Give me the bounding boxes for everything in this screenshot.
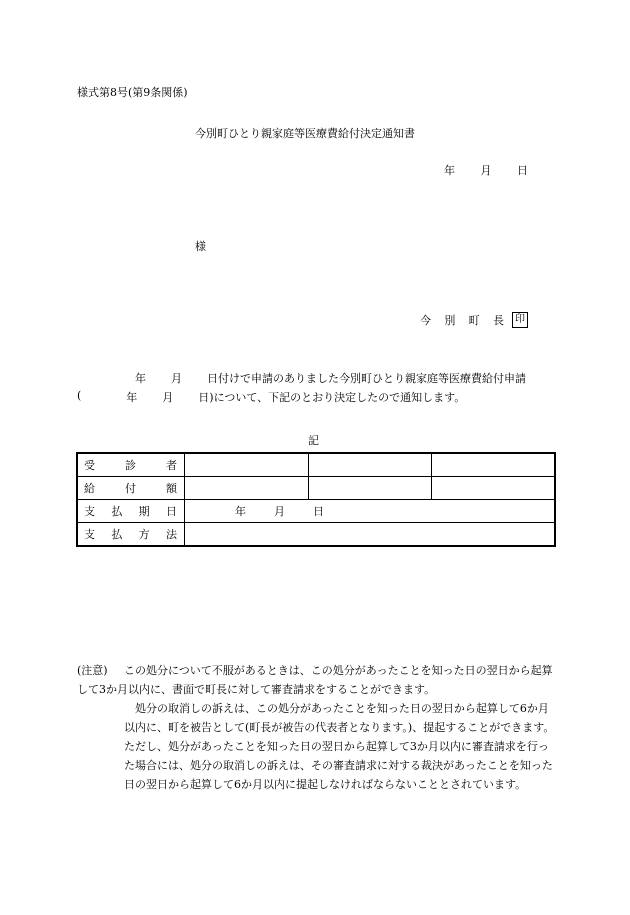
body-month: 月 <box>171 372 182 385</box>
table-cell <box>432 477 556 500</box>
issue-date-year: 年 <box>444 164 455 177</box>
payment-method-cell <box>185 523 556 547</box>
table-row-patient <box>77 453 555 477</box>
notice-paragraph-2: 処分の取消しの訴えは、この処分があったことを知った日の翌日から起算して6か月以内に、町を被告として(町長が被告の代表者となります。)、提起することができます。ただし、処分があったことを知った日の翌日から起算して3か月以内に審査請求を行った場合には、処分の取消しの訴えは、その審査請求に対する裁決があったことを知った日の翌日から起算して6か月以内に提起しなければならないこととされています。 <box>124 702 555 791</box>
issuer-name <box>420 312 504 328</box>
label-amount: 給 付 額 <box>77 477 185 500</box>
body-line-2 <box>77 389 555 405</box>
table-cell <box>432 453 556 477</box>
ki-heading: 記 <box>308 434 319 447</box>
issuer-char: 長 <box>492 314 504 327</box>
document-title: 今別町ひとり親家庭等医療費給付決定通知書 <box>195 127 415 140</box>
table-row-payment-method <box>77 523 555 547</box>
body-text: 日)について、下記のとおり決定したので通知します。 <box>198 391 466 404</box>
issuer-char: 別 <box>444 314 456 327</box>
body-line-1 <box>77 370 555 386</box>
notice-paragraph-1: この処分について不服があるときは、この処分があったことを知った日の翌日から起算して3か月以内に、書面で町長に対して審査請求をすることができます。 <box>77 664 553 696</box>
issue-date-day: 日 <box>517 164 528 177</box>
table-row-payment-date <box>77 500 555 523</box>
issue-date <box>444 162 528 178</box>
body-month: 月 <box>162 391 174 404</box>
body-year: 年 <box>126 391 138 404</box>
table-cell <box>308 477 432 500</box>
label-payment-method: 支 払 方 法 <box>77 523 185 547</box>
label-payment-date: 支 払 期 日 <box>77 500 185 523</box>
form-number: 様式第8号(第9条関係) <box>77 86 188 99</box>
paren-open: ( <box>77 389 82 402</box>
issuer-char: 今 <box>420 314 431 327</box>
body-text: 日付けで申請のありました今別町ひとり親家庭等医療費給付申請 <box>207 372 526 385</box>
table-cell <box>308 453 432 477</box>
issuer <box>420 312 530 328</box>
issue-date-month: 月 <box>480 164 492 177</box>
record-table <box>76 452 556 547</box>
notice-label: (注意) <box>77 664 108 677</box>
table-cell <box>185 453 309 477</box>
addressee-suffix: 様 <box>195 240 206 253</box>
notice-section <box>77 661 555 794</box>
body-year: 年 <box>135 372 146 385</box>
payment-date-cell: 年 月 日 <box>185 500 556 523</box>
table-cell <box>185 477 309 500</box>
issuer-char: 町 <box>468 314 480 327</box>
table-row-amount <box>77 477 555 500</box>
seal-mark: 印 <box>512 312 528 328</box>
label-patient: 受 診 者 <box>77 453 185 477</box>
